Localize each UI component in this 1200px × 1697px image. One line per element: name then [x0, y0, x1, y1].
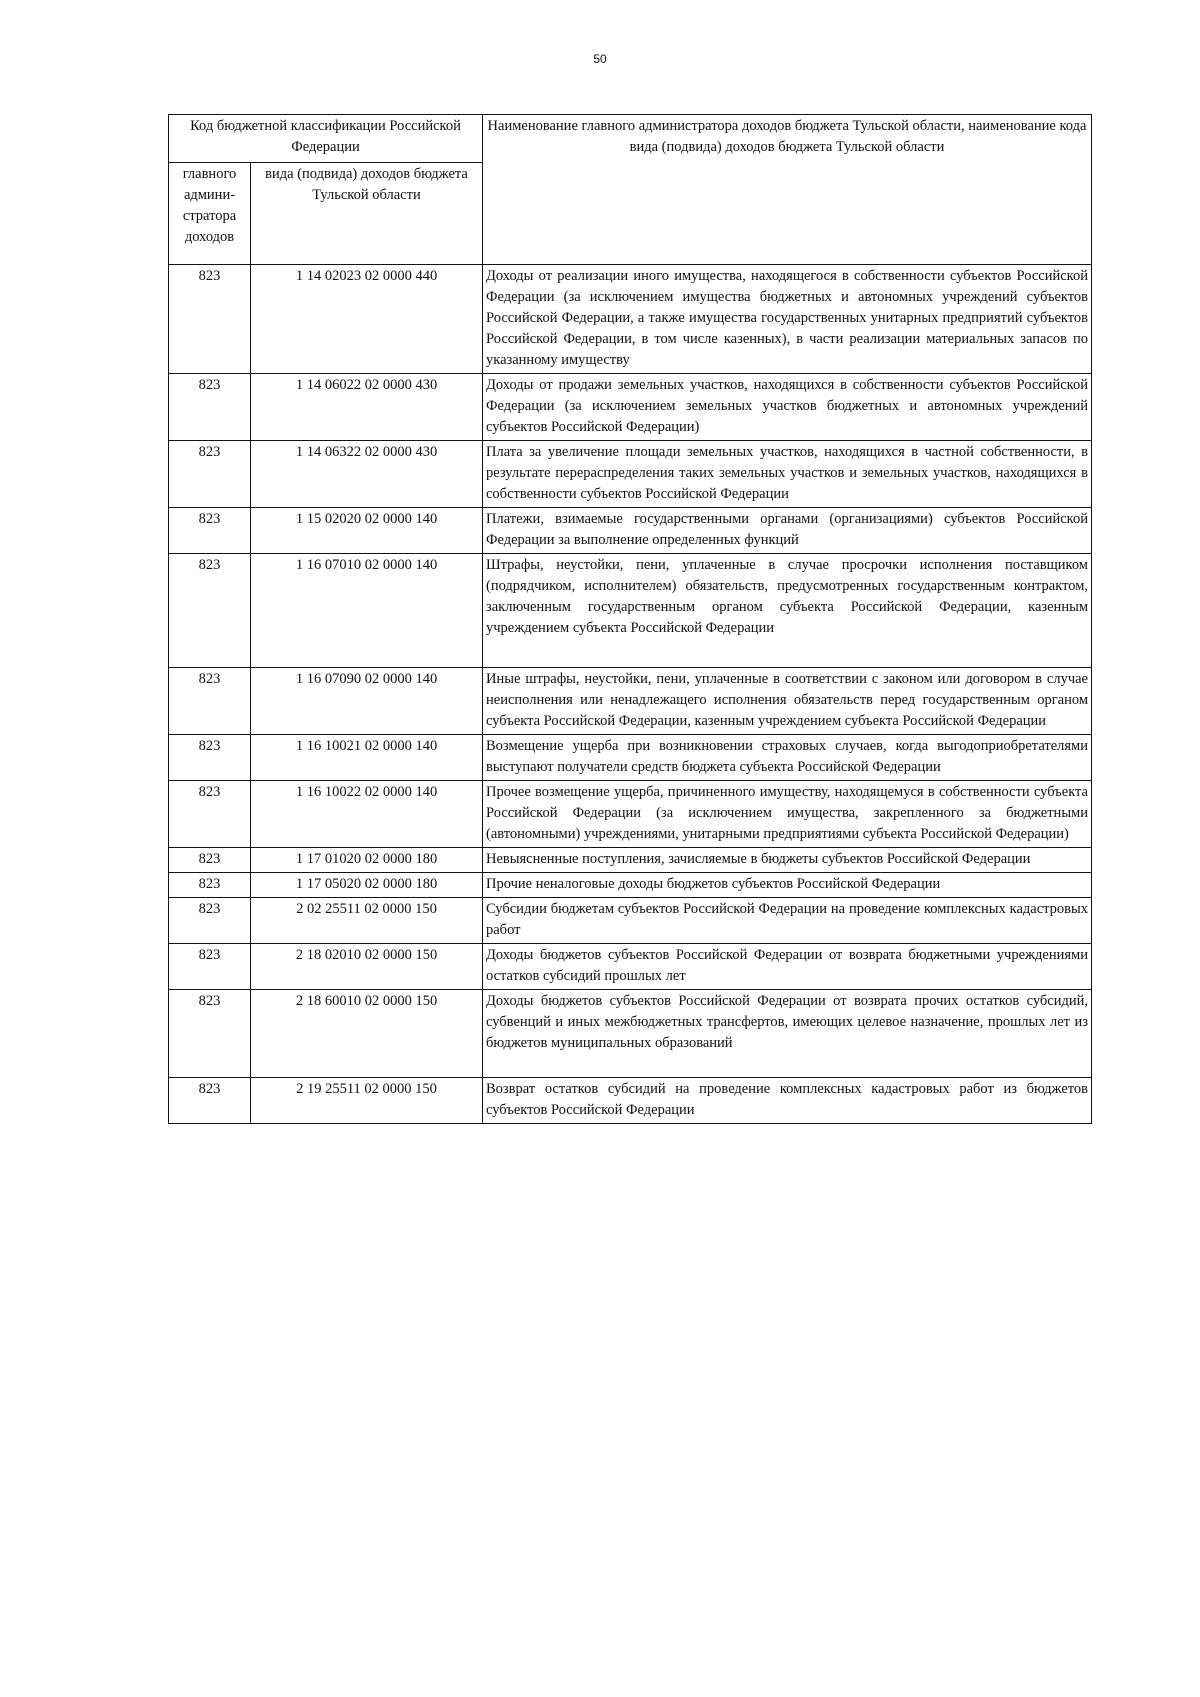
header-budget-code: Код бюджетной классификации Российской Федерации	[169, 115, 483, 163]
table-row	[169, 554, 1092, 668]
table-row	[169, 1078, 1092, 1124]
table-row	[169, 668, 1092, 735]
income-name-cell: Прочие неналоговые доходы бюджетов субъектов Российской Федерации	[483, 873, 1092, 898]
income-code-cell: 1 14 06022 02 0000 430	[251, 374, 483, 441]
page-number: 50	[593, 52, 607, 66]
budget-classification-table	[168, 114, 1092, 1124]
income-code-cell: 2 19 25511 02 0000 150	[251, 1078, 483, 1124]
admin-code-cell: 823	[169, 1078, 251, 1124]
income-code-cell: 1 16 07010 02 0000 140	[251, 554, 483, 668]
admin-code-cell: 823	[169, 668, 251, 735]
income-code-cell: 1 17 05020 02 0000 180	[251, 873, 483, 898]
income-name-cell: Доходы от реализации иного имущества, находящегося в собственности субъектов Российской Федерации (за исключением имущества бюджетных и автономных учреждений субъектов Российской Федерации, а также имущества государственных унитарных предприятий субъектов Российской Федерации, в том числе казенных), в части реализации материальных запасов по указанному имуществу	[483, 265, 1092, 374]
income-code-cell: 1 16 10022 02 0000 140	[251, 781, 483, 848]
income-code-cell: 1 15 02020 02 0000 140	[251, 508, 483, 554]
income-name-cell: Штрафы, неустойки, пени, уплаченные в случае просрочки исполнения поставщиком (подрядчиком, исполнителем) обязательств, предусмотренных государственным контрактом, заключенным государственным органом субъекта Российской Федерации, казенным учреждением субъекта Российской Федерации	[483, 554, 1092, 668]
income-name-cell: Возврат остатков субсидий на проведение комплексных кадастровых работ из бюджетов субъектов Российской Федерации	[483, 1078, 1092, 1124]
income-name-cell: Доходы бюджетов субъектов Российской Федерации от возврата бюджетными учреждениями остатков субсидий прошлых лет	[483, 944, 1092, 990]
admin-code-cell: 823	[169, 898, 251, 944]
table-row	[169, 735, 1092, 781]
admin-code-cell: 823	[169, 441, 251, 508]
income-code-cell: 2 02 25511 02 0000 150	[251, 898, 483, 944]
income-code-cell: 1 16 10021 02 0000 140	[251, 735, 483, 781]
admin-code-cell: 823	[169, 944, 251, 990]
header-administrator-name: Наименование главного администратора доходов бюджета Тульской области, наименование кода вида (подвида) доходов бюджета Тульской области	[483, 115, 1092, 265]
income-name-cell: Невыясненные поступления, зачисляемые в бюджеты субъектов Российской Федерации	[483, 848, 1092, 873]
table-row	[169, 898, 1092, 944]
income-name-cell: Плата за увеличение площади земельных участков, находящихся в частной собственности, в результате перераспределения таких земельных участков и земельных участков, находящихся в собственности субъектов Российской Федерации	[483, 441, 1092, 508]
income-code-cell: 1 17 01020 02 0000 180	[251, 848, 483, 873]
table-row	[169, 781, 1092, 848]
income-code-cell: 2 18 02010 02 0000 150	[251, 944, 483, 990]
admin-code-cell: 823	[169, 873, 251, 898]
income-code-cell: 2 18 60010 02 0000 150	[251, 990, 483, 1078]
admin-code-cell: 823	[169, 848, 251, 873]
admin-code-cell: 823	[169, 374, 251, 441]
header-main-administrator: главного админи-стратора доходов	[169, 163, 251, 265]
table-row	[169, 265, 1092, 374]
table-row	[169, 508, 1092, 554]
income-code-cell: 1 14 06322 02 0000 430	[251, 441, 483, 508]
income-code-cell: 1 14 02023 02 0000 440	[251, 265, 483, 374]
income-name-cell: Доходы бюджетов субъектов Российской Федерации от возврата прочих остатков субсидий, субвенций и иных межбюджетных трансфертов, имеющих целевое назначение, прошлых лет из бюджетов муниципальных образований	[483, 990, 1092, 1078]
income-name-cell: Прочее возмещение ущерба, причиненного имуществу, находящемуся в собственности субъекта Российской Федерации (за исключением имущества, закрепленного за бюджетными (автономными) учреждениями, унитарными предприятиями субъекта Российской Федерации)	[483, 781, 1092, 848]
income-name-cell: Платежи, взимаемые государственными органами (организациями) субъектов Российской Федерации за выполнение определенных функций	[483, 508, 1092, 554]
admin-code-cell: 823	[169, 735, 251, 781]
income-name-cell: Доходы от продажи земельных участков, находящихся в собственности субъектов Российской Федерации (за исключением земельных участков бюджетных и автономных учреждений субъектов Российской Федерации)	[483, 374, 1092, 441]
income-code-cell: 1 16 07090 02 0000 140	[251, 668, 483, 735]
admin-code-cell: 823	[169, 781, 251, 848]
income-name-cell: Субсидии бюджетам субъектов Российской Федерации на проведение комплексных кадастровых работ	[483, 898, 1092, 944]
admin-code-cell: 823	[169, 554, 251, 668]
table-row	[169, 848, 1092, 873]
table-row	[169, 990, 1092, 1078]
admin-code-cell: 823	[169, 265, 251, 374]
admin-code-cell: 823	[169, 990, 251, 1078]
admin-code-cell: 823	[169, 508, 251, 554]
income-name-cell: Возмещение ущерба при возникновении страховых случаев, когда выгодоприобретателями выступают получатели средств бюджета субъекта Российской Федерации	[483, 735, 1092, 781]
table-row	[169, 441, 1092, 508]
header-income-kind: вида (подвида) доходов бюджета Тульской области	[251, 163, 483, 265]
table-row	[169, 944, 1092, 990]
table-row	[169, 873, 1092, 898]
table-row	[169, 374, 1092, 441]
income-name-cell: Иные штрафы, неустойки, пени, уплаченные в соответствии с законом или договором в случае неисполнения или ненадлежащего исполнения обязательств перед государственным органом субъекта Российской Федерации, казенным учреждением субъекта Российской Федерации	[483, 668, 1092, 735]
